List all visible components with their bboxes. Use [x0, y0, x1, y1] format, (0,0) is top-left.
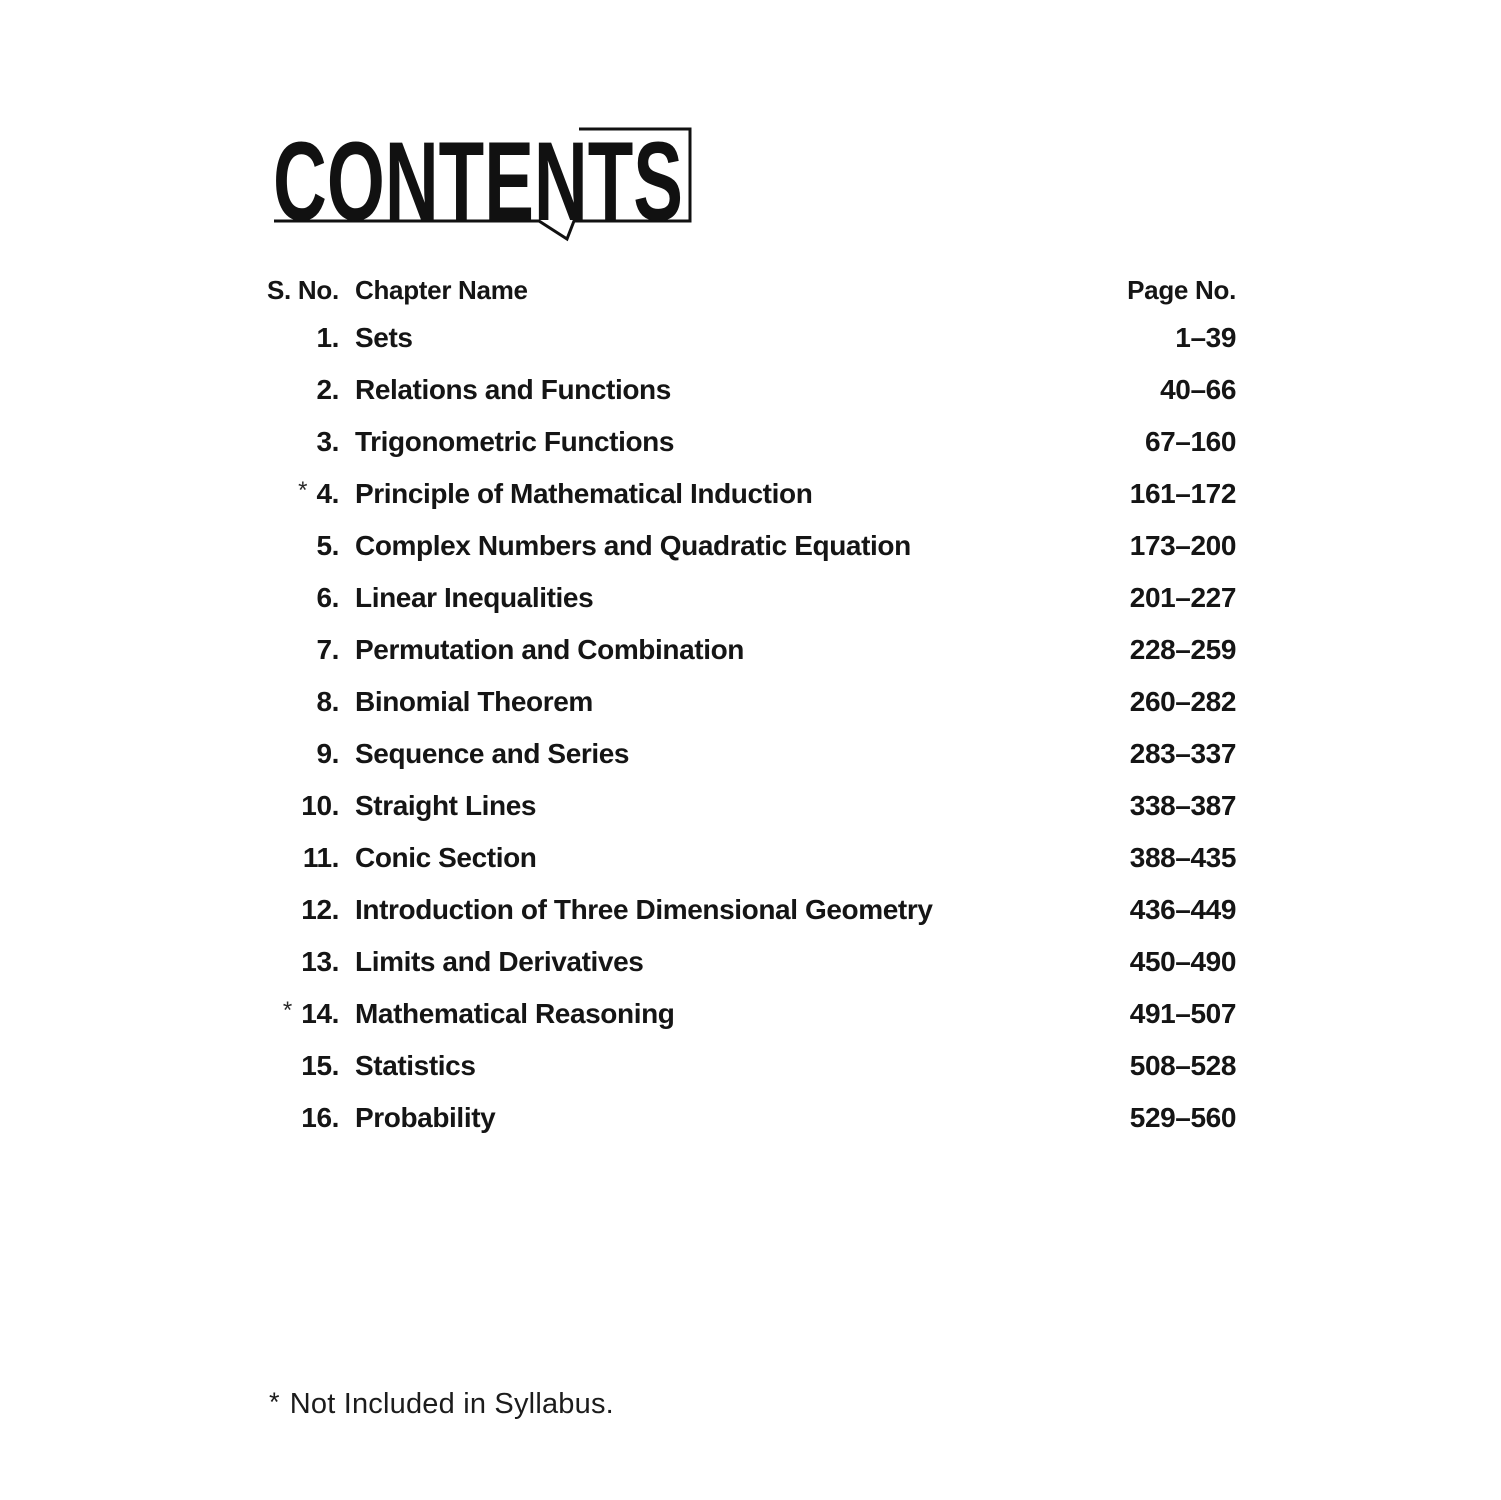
toc-row — [267, 1040, 1236, 1092]
title-graphic — [273, 119, 703, 250]
toc-row — [267, 676, 1236, 728]
chapter-number: 12. — [301, 894, 339, 925]
toc-row — [267, 832, 1236, 884]
toc-row — [267, 1092, 1236, 1144]
chapter-number: 10. — [301, 790, 339, 821]
footnote-asterisk: * — [269, 1387, 280, 1417]
page-range: 529–560 — [1129, 1102, 1236, 1133]
chapter-name: Binomial Theorem — [355, 686, 593, 717]
contents-table — [267, 268, 1236, 1144]
title-text: CONTENTS — [273, 119, 683, 244]
toc-row — [267, 572, 1236, 624]
chapter-name: Conic Section — [355, 842, 537, 873]
chapter-number: 5. — [316, 530, 339, 561]
header-page-no: Page No. — [1127, 274, 1236, 305]
chapter-number: 1. — [316, 322, 339, 353]
toc-row — [267, 728, 1236, 780]
toc-row — [267, 988, 1236, 1040]
not-in-syllabus-marker: * — [298, 477, 308, 504]
toc-row — [267, 312, 1236, 364]
page-range: 283–337 — [1129, 738, 1236, 769]
chapter-name: Limits and Derivatives — [355, 946, 644, 977]
chapter-name: Linear Inequalities — [355, 582, 594, 613]
chapter-number: 15. — [301, 1050, 339, 1081]
toc-row — [267, 624, 1236, 676]
chapter-number: 7. — [316, 634, 339, 665]
chapter-number: 14. — [301, 998, 339, 1029]
page-range: 173–200 — [1129, 530, 1236, 561]
chapter-name: Introduction of Three Dimensional Geometry — [355, 894, 933, 925]
footnote-text: Not Included in Syllabus. — [289, 1388, 614, 1420]
page-range: 40–66 — [1160, 374, 1236, 405]
chapter-number: 13. — [301, 946, 339, 977]
chapter-name: Probability — [355, 1102, 496, 1133]
toc-row — [267, 416, 1236, 468]
page-range: 338–387 — [1129, 790, 1236, 821]
toc-row — [267, 936, 1236, 988]
chapter-name: Sets — [355, 322, 413, 353]
page-range: 1–39 — [1175, 322, 1236, 353]
page-range: 436–449 — [1129, 894, 1236, 925]
chapter-name: Statistics — [355, 1050, 476, 1081]
page-range: 201–227 — [1129, 582, 1236, 613]
header-chapter-name: Chapter Name — [355, 274, 528, 305]
chapter-number: 6. — [316, 582, 339, 613]
chapter-number: 3. — [316, 426, 339, 457]
chapter-name: Trigonometric Functions — [355, 426, 675, 457]
page-range: 491–507 — [1129, 998, 1236, 1029]
chapter-name: Complex Numbers and Quadratic Equation — [355, 530, 911, 561]
header-serial-no: S. No. — [267, 274, 339, 305]
not-in-syllabus-marker: * — [282, 997, 293, 1024]
chapter-number: 16. — [301, 1102, 339, 1133]
page-range: 388–435 — [1129, 842, 1236, 873]
table-header — [267, 268, 1236, 312]
toc-row — [267, 364, 1236, 416]
toc-row — [267, 468, 1236, 520]
footnote — [269, 1388, 614, 1421]
chapter-name: Straight Lines — [355, 790, 537, 821]
toc-row — [267, 884, 1236, 936]
chapter-number: 8. — [316, 686, 339, 717]
chapter-number: 11. — [302, 842, 339, 873]
page-range: 260–282 — [1129, 686, 1236, 717]
page-range: 450–490 — [1129, 946, 1236, 977]
chapter-name: Mathematical Reasoning — [355, 998, 675, 1029]
page-range: 508–528 — [1129, 1050, 1236, 1081]
toc-row — [267, 780, 1236, 832]
chapter-name: Permutation and Combination — [355, 634, 744, 665]
chapter-number: 9. — [316, 738, 339, 769]
chapter-number: 4. — [316, 478, 339, 509]
page-title — [273, 119, 703, 250]
chapter-name: Sequence and Series — [355, 738, 630, 769]
toc-row — [267, 520, 1236, 572]
chapter-name: Relations and Functions — [355, 374, 671, 405]
chapter-name: Principle of Mathematical Induction — [355, 478, 813, 509]
chapter-number: 2. — [316, 374, 339, 405]
page-range: 161–172 — [1129, 478, 1236, 509]
page-range: 67–160 — [1144, 426, 1236, 457]
page-range: 228–259 — [1129, 634, 1236, 665]
